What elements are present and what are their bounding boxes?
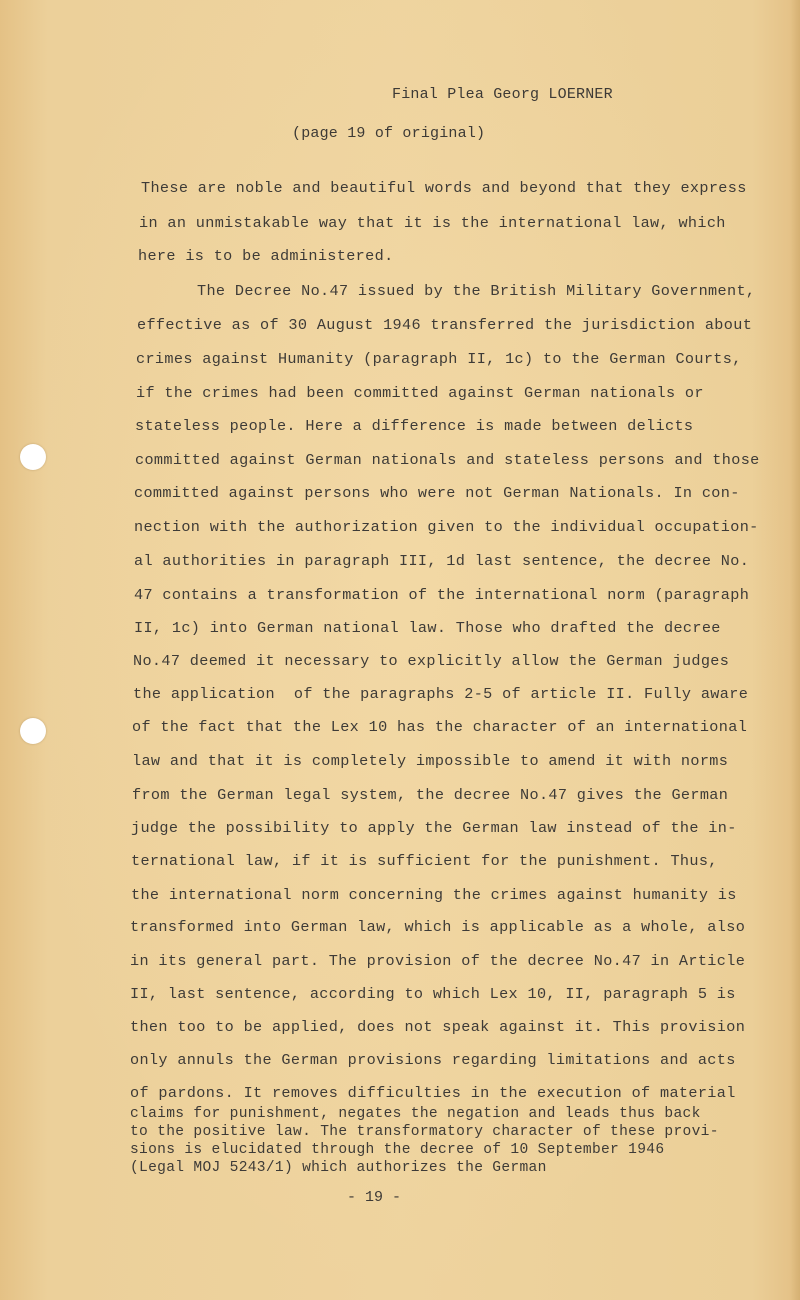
text-line: if the crimes had been committed against German nationals or [136, 384, 704, 402]
page-number: - 19 - [347, 1189, 402, 1206]
text-line: (Legal MOJ 5243/1) which authorizes the German [130, 1160, 547, 1176]
text-line: in an unmistakable way that it is the international law, which [139, 214, 726, 232]
text-line: law and that it is completely impossible to amend it with norms [132, 752, 729, 770]
text-line: committed against German nationals and stateless persons and those [135, 451, 760, 469]
text-line: II, 1c) into German national law. Those who drafted the decree [134, 619, 721, 637]
paper-edge [790, 0, 800, 1300]
text-line: here is to be administered. [138, 247, 394, 265]
text-line: II, last sentence, according to which Lex 10, II, paragraph 5 is [130, 985, 736, 1003]
text-line: judge the possibility to apply the German law instead of the in- [131, 819, 737, 837]
text-line: al authorities in paragraph III, 1d last sentence, the decree No. [134, 552, 750, 570]
original-page-reference: (page 19 of original) [292, 125, 486, 142]
text-line: No.47 deemed it necessary to explicitly allow the German judges [133, 652, 730, 670]
text-line: The Decree No.47 issued by the British Military Government, [197, 282, 756, 300]
text-line: to the positive law. The transformatory character of these provi- [130, 1124, 719, 1140]
text-line: nection with the authorization given to the individual occupation- [134, 518, 759, 536]
text-line: the international norm concerning the crimes against humanity is [131, 886, 737, 904]
text-line: of the fact that the Lex 10 has the character of an international [132, 718, 748, 736]
text-line: ternational law, if it is sufficient for the punishment. Thus, [131, 852, 718, 870]
text-line: 47 contains a transformation of the international norm (paragraph [134, 586, 750, 604]
text-line: from the German legal system, the decree No.47 gives the German [132, 786, 729, 804]
text-line: These are noble and beautiful words and beyond that they express [141, 179, 747, 197]
text-line: then too to be applied, does not speak against it. This provision [130, 1018, 746, 1036]
text-line: only annuls the German provisions regarding limitations and acts [130, 1051, 736, 1069]
text-line: committed against persons who were not German Nationals. In con- [134, 484, 740, 502]
text-line: transformed into German law, which is applicable as a whole, also [130, 918, 746, 936]
punch-hole [20, 718, 46, 744]
punch-hole [20, 444, 46, 470]
text-line: claims for punishment, negates the negation and leads thus back [130, 1106, 701, 1122]
text-line: sions is elucidated through the decree of 10 September 1946 [130, 1142, 665, 1158]
text-line: stateless people. Here a difference is made between delicts [135, 417, 694, 435]
text-line: the application of the paragraphs 2-5 of article II. Fully aware [133, 685, 749, 703]
text-line: effective as of 30 August 1946 transferred the jurisdiction about [137, 316, 753, 334]
text-line: of pardons. It removes difficulties in the execution of material [130, 1084, 736, 1102]
text-line: in its general part. The provision of the decree No.47 in Article [130, 952, 746, 970]
document-title: Final Plea Georg LOERNER [392, 86, 613, 103]
text-line: crimes against Humanity (paragraph II, 1c) to the German Courts, [136, 350, 742, 368]
